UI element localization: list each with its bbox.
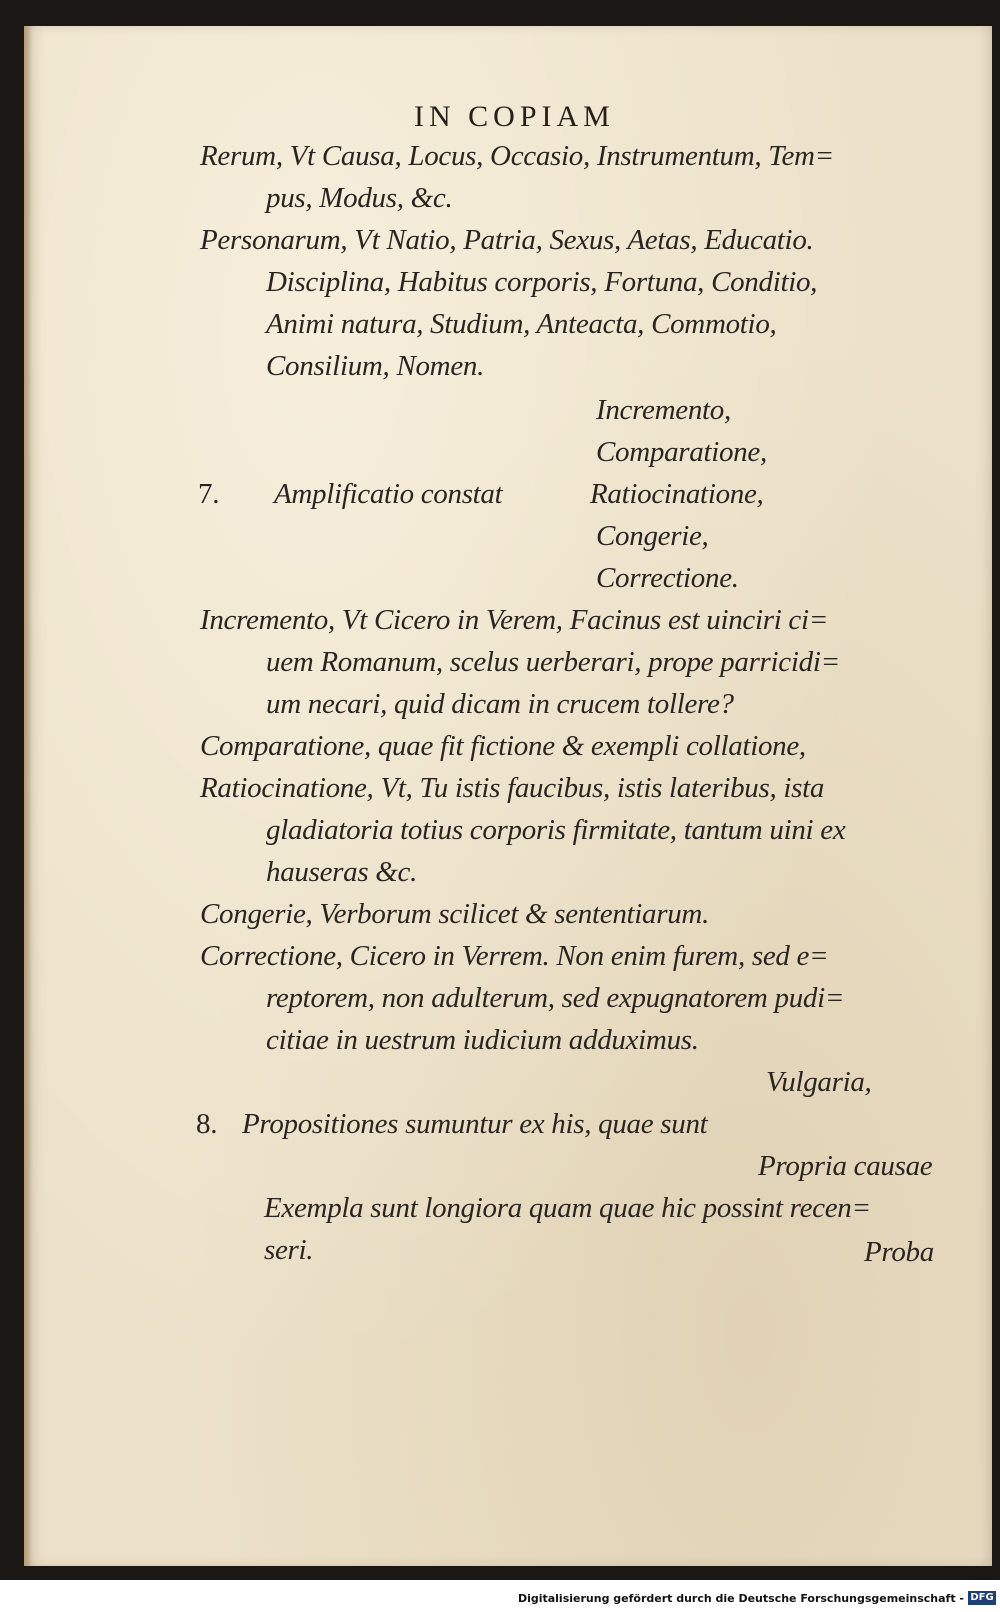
dfg-logo: DFG xyxy=(968,1591,996,1605)
text-line: Propositiones sumuntur ex his, quae sunt xyxy=(242,1108,708,1140)
text-line: uem Romanum, scelus uerberari, prope parricidi= xyxy=(266,646,840,678)
text-line: citiae in uestrum iudicium adduximus. xyxy=(266,1024,699,1056)
footer-credit: Digitalisierung gefördert durch die Deutsche Forschungsgemeinschaft - xyxy=(517,1592,964,1605)
list-item: Correctione. xyxy=(596,562,739,594)
list-item: Congerie, xyxy=(596,520,709,552)
section-number: 7. xyxy=(198,478,220,510)
list-item: Comparatione, xyxy=(596,436,767,468)
text-line: um necari, quid dicam in crucem tollere? xyxy=(266,688,734,720)
text-line: Incremento, Vt Cicero in Verem, Facinus est uinciri ci= xyxy=(200,604,829,636)
text-line: hauseras &c. xyxy=(266,856,418,888)
catchword: Proba xyxy=(864,1236,934,1268)
text-line: Congerie, Verborum scilicet & sententiarum. xyxy=(200,898,710,930)
text-line: Amplificatio constat xyxy=(274,478,503,510)
section-number: 8. xyxy=(196,1108,218,1140)
text-line: reptorem, non adulterum, sed expugnatorem pudi= xyxy=(266,982,845,1014)
text-line: Comparatione, quae fit fictione & exempli collatione, xyxy=(200,730,806,762)
text-line: seri. xyxy=(264,1234,314,1266)
list-item: Ratiocinatione, xyxy=(590,478,764,510)
text-line: Exempla sunt longiora quam quae hic possint recen= xyxy=(264,1192,871,1224)
text-line: Disciplina, Habitus corporis, Fortuna, Conditio, xyxy=(266,266,818,298)
text-line: Correctione, Cicero in Verrem. Non enim furem, sed e= xyxy=(200,940,829,972)
list-item: Vulgaria, xyxy=(766,1066,872,1098)
running-head: IN COPIAM xyxy=(414,100,615,133)
text-line: pus, Modus, &c. xyxy=(266,182,453,214)
text-line: Consilium, Nomen. xyxy=(266,350,485,382)
list-item: Propria causae xyxy=(758,1150,933,1182)
text-line: Animi natura, Studium, Anteacta, Commotio, xyxy=(266,308,777,340)
text-line: gladiatoria totius corporis firmitate, tantum uini ex xyxy=(266,814,846,846)
text-line: Personarum, Vt Natio, Patria, Sexus, Aetas, Educatio. xyxy=(200,224,814,256)
text-line: Ratiocinatione, Vt, Tu istis faucibus, istis lateribus, ista xyxy=(200,772,825,804)
text-line: Rerum, Vt Causa, Locus, Occasio, Instrumentum, Tem= xyxy=(200,140,834,172)
list-item: Incremento, xyxy=(596,394,731,426)
